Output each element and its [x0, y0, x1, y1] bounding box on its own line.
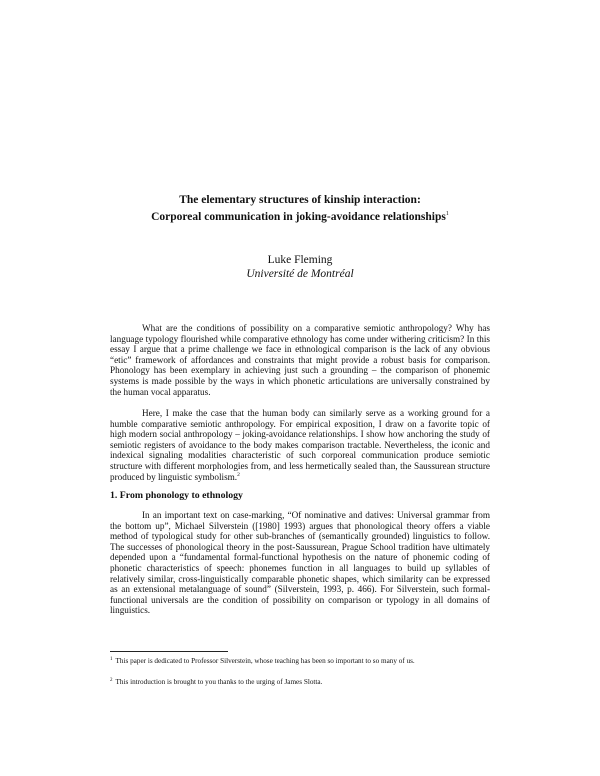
footnote-1-marker: 1: [110, 656, 113, 662]
abstract-paragraph-1: What are the conditions of possibility on a comparative semiotic anthropology? Why has language typology flourished while comparative ethnology has come under withering criticism? In this essay I argue that a prime challenge we face in ethnological comparison is the lack of any obvious “etic” framework of affordances and constraints that might provide a robust basis for comparison. Phonology has been exemplary in achieving just such a grounding – the comparison of phonemic systems is made possible by the ways in which phonetic articulations are universally constrained by the human vocal apparatus.: [110, 323, 490, 397]
abstract-paragraph-2: Here, I make the case that the human body can similarly serve as a working ground for a humble comparative semiotic anthropology. For empirical exposition, I draw on a favorite topic of high modern social anthropology – joking-avoidance relationships. I show how anchoring the study of semiotic registers of avoidance to the body makes comparison tractable. Nevertheless, the iconic and indexical signaling modalities characteristic of such corporeal communication produce semiotic structure with different morphologies from, and less hermetically sealed than, the Saussurean structure produced by linguistic symbolism.$^2$: [110, 408, 490, 482]
footnote-1-text: This paper is dedicated to Professor Silverstein, whose teaching has been so important to so many of us.: [115, 657, 415, 665]
section-heading: 1. From phonology to ethnology: [110, 490, 243, 501]
footnote-1: [110, 657, 490, 666]
footnote-2-marker: 2: [110, 677, 113, 683]
footnote-marker-2[interactable]: 2: [237, 471, 240, 478]
footnote-divider: [110, 651, 228, 652]
title-footnote-marker[interactable]: 1: [445, 211, 449, 217]
section-paragraph-1: In an important text on case-marking, “Of nominative and datives: Universal grammar from the bottom up”, Michael Silverstein ([1980] 1993) argues that phonological theory offers a viable method of typological study for other sub-branches of (semantically grounded) linguistics to follow. The successes of phonological theory in the post-Saussurean, Prague School tradition have ultimately depended upon a “fundamental formal-functional hypothesis on the nature of phonemic coding of phonetic characteristics of speech: phonemes function in all languages to build up syllables of relatively similar, cross-linguistically comparable phonetic shapes, which similarity can be expressed as an extensional metalanguage of sound” (Silverstein, 1993, p. 466). For Silverstein, such formal-functional universals are the condition of possibility on comparison or typology in all domains of linguistics.: [110, 510, 490, 616]
footnote-2-text: This introduction is brought to you thanks to the urging of James Slotta.: [115, 678, 323, 686]
paper-title: [60, 193, 540, 224]
title-line-1: The elementary structures of kinship interaction:: [179, 194, 421, 206]
author-name: Luke Fleming: [267, 254, 333, 266]
footnote-2: [110, 678, 490, 687]
title-line-2: Corporeal communication in joking-avoidance relationships$^1$: [151, 210, 449, 223]
author-affiliation: Université de Montréal: [246, 268, 354, 280]
author-block: [60, 253, 540, 281]
